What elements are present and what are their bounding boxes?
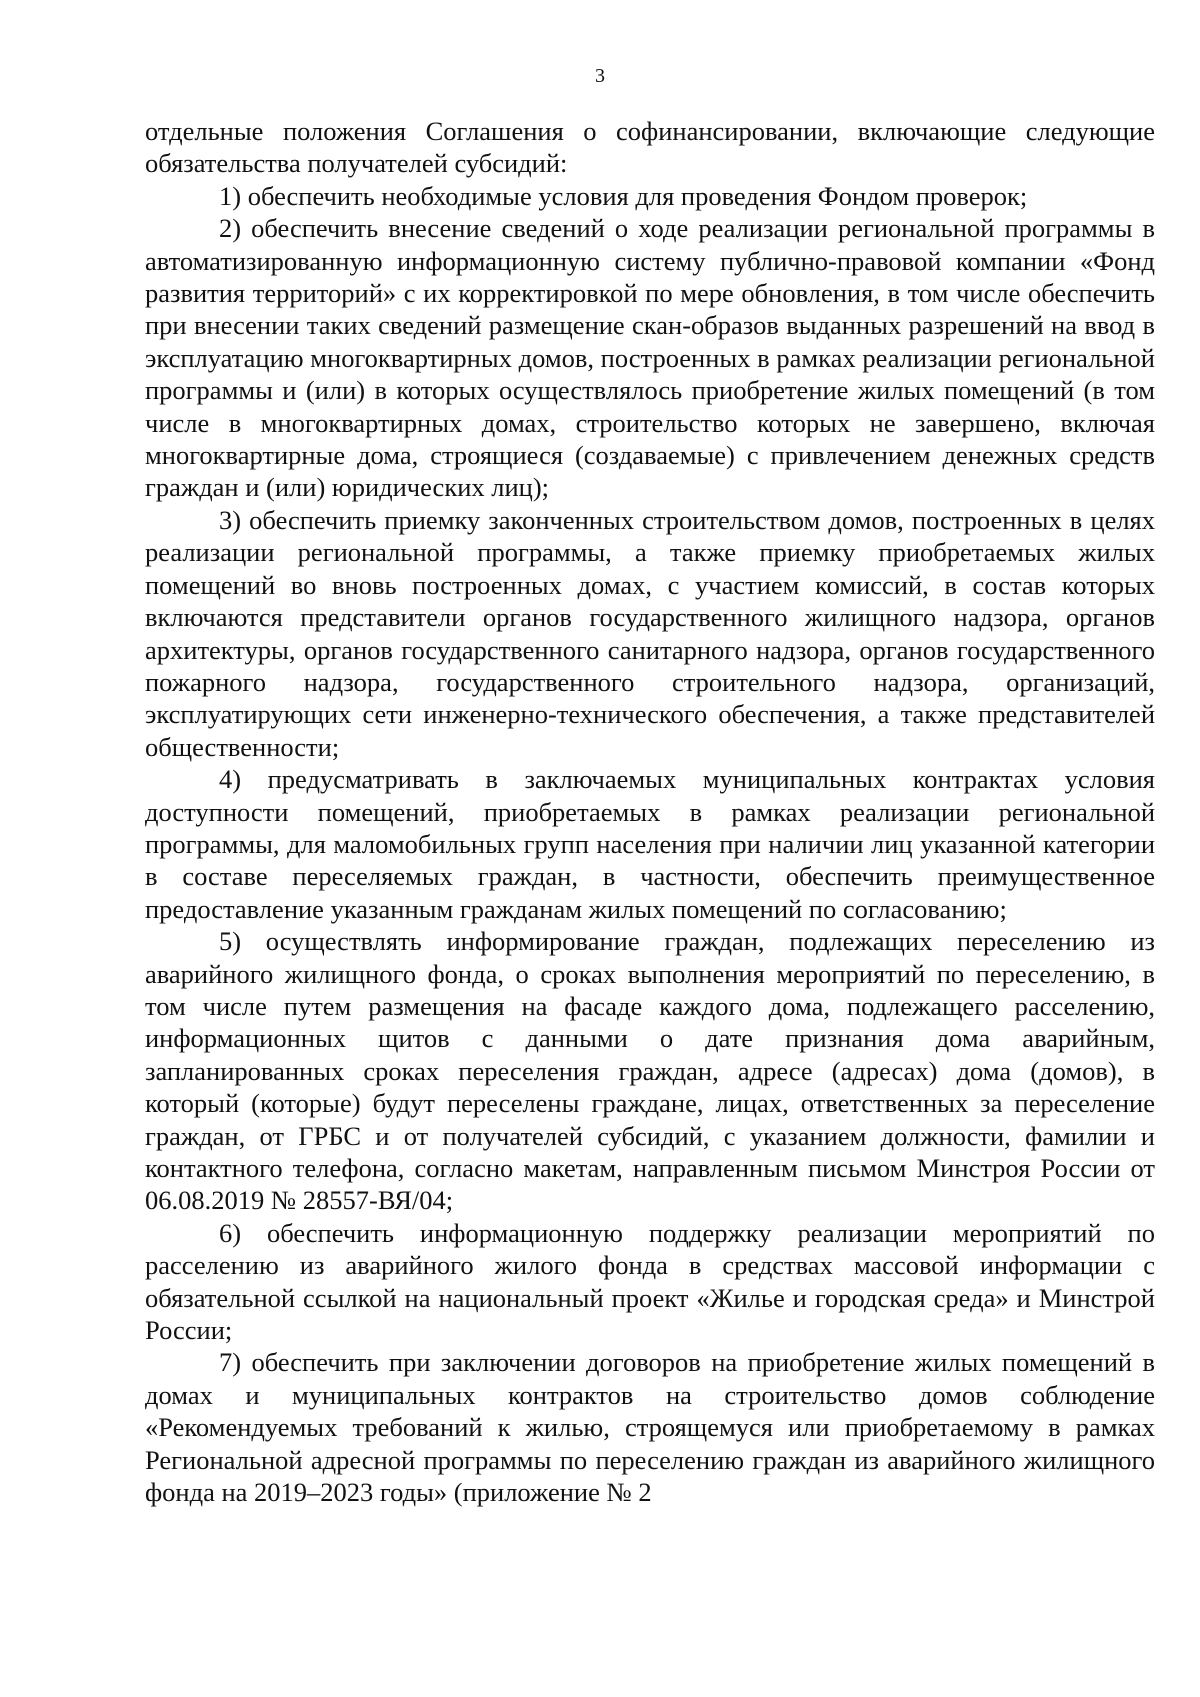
paragraph-item-3: 3) обеспечить приемку законченных строительством домов, построенных в целях реализации региональной программы, а также приемку приобретаемых жилых помещений во вновь построенных домах, с участием комиссий, в состав которых включаются представители органов государственного жилищного надзора, органов архитектуры, органов государственного санитарного надзора, органов государственного пожарного надзора, государственного строительного надзора, организаций, эксплуатирующих сети инженерно-технического обеспечения, а также представителей общественности; <box>145 504 1155 762</box>
paragraph-item-7: 7) обеспечить при заключении договоров на приобретение жилых помещений в домах и муниципальных контрактов на строительство домов соблюдение «Рекомендуемых требований к жилью, строящемуся или приобретаемому в рамках Региональной адресной программы по переселению граждан из аварийного жилищного фонда на 2019–2023 годы» (приложение № 2 <box>145 1347 1155 1508</box>
paragraph-item-5: 5) осуществлять информирование граждан, подлежащих переселению из аварийного жилищного фонда, о сроках выполнения мероприятий по переселению, в том числе путем размещения на фасаде каждого дома, подлежащего расселению, информационных щитов с данными о дате признания дома аварийным, запланированных сроках переселения граждан, адресе (адресах) дома (домов), в который (которые) будут переселены граждане, лицах, ответственных за переселение граждан, от ГРБС и от получателей субсидий, с указанием должности, фамилии и контактного телефона, согласно макетам, направленным письмом Минстроя России от 06.08.2019 № 28557-ВЯ/04; <box>145 926 1155 1216</box>
paragraph-intro: отдельные положения Соглашения о софинансировании, включающие следующие обязательства получателей субсидий: <box>145 116 1155 179</box>
paragraph-item-2: 2) обеспечить внесение сведений о ходе реализации региональной программы в автоматизированную информационную систему публично-правовой компании «Фонд развития территорий» с их корректировкой по мере обновления, в том числе обеспечить при внесении таких сведений размещение скан-образов выданных разрешений на ввод в эксплуатацию многоквартирных домов, построенных в рамках реализации региональной программы и (или) в которых осуществлялось приобретение жилых помещений (в том числе в многоквартирных домах, строительство которых не завершено, включая многоквартирные дома, строящиеся (создаваемые) с привлечением денежных средств граждан и (или) юридических лиц); <box>145 213 1155 503</box>
document-body <box>145 115 1155 1508</box>
page-number: 3 <box>595 65 605 87</box>
paragraph-item-6: 6) обеспечить информационную поддержку реализации мероприятий по расселению из аварийного жилого фонда в средствах массовой информации с обязательной ссылкой на национальный проект «Жилье и городская среда» и Минстрой России; <box>145 1217 1155 1346</box>
paragraph-item-1: 1) обеспечить необходимые условия для проведения Фондом проверок; <box>219 180 1028 211</box>
paragraph-item-4: 4) предусматривать в заключаемых муниципальных контрактах условия доступности помещений, приобретаемых в рамках реализации региональной программы, для маломобильных групп населения при наличии лиц указанной категории в составе переселяемых граждан, в частности, обеспечить преимущественное предоставление указанным гражданам жилых помещений по согласованию; <box>145 764 1155 924</box>
